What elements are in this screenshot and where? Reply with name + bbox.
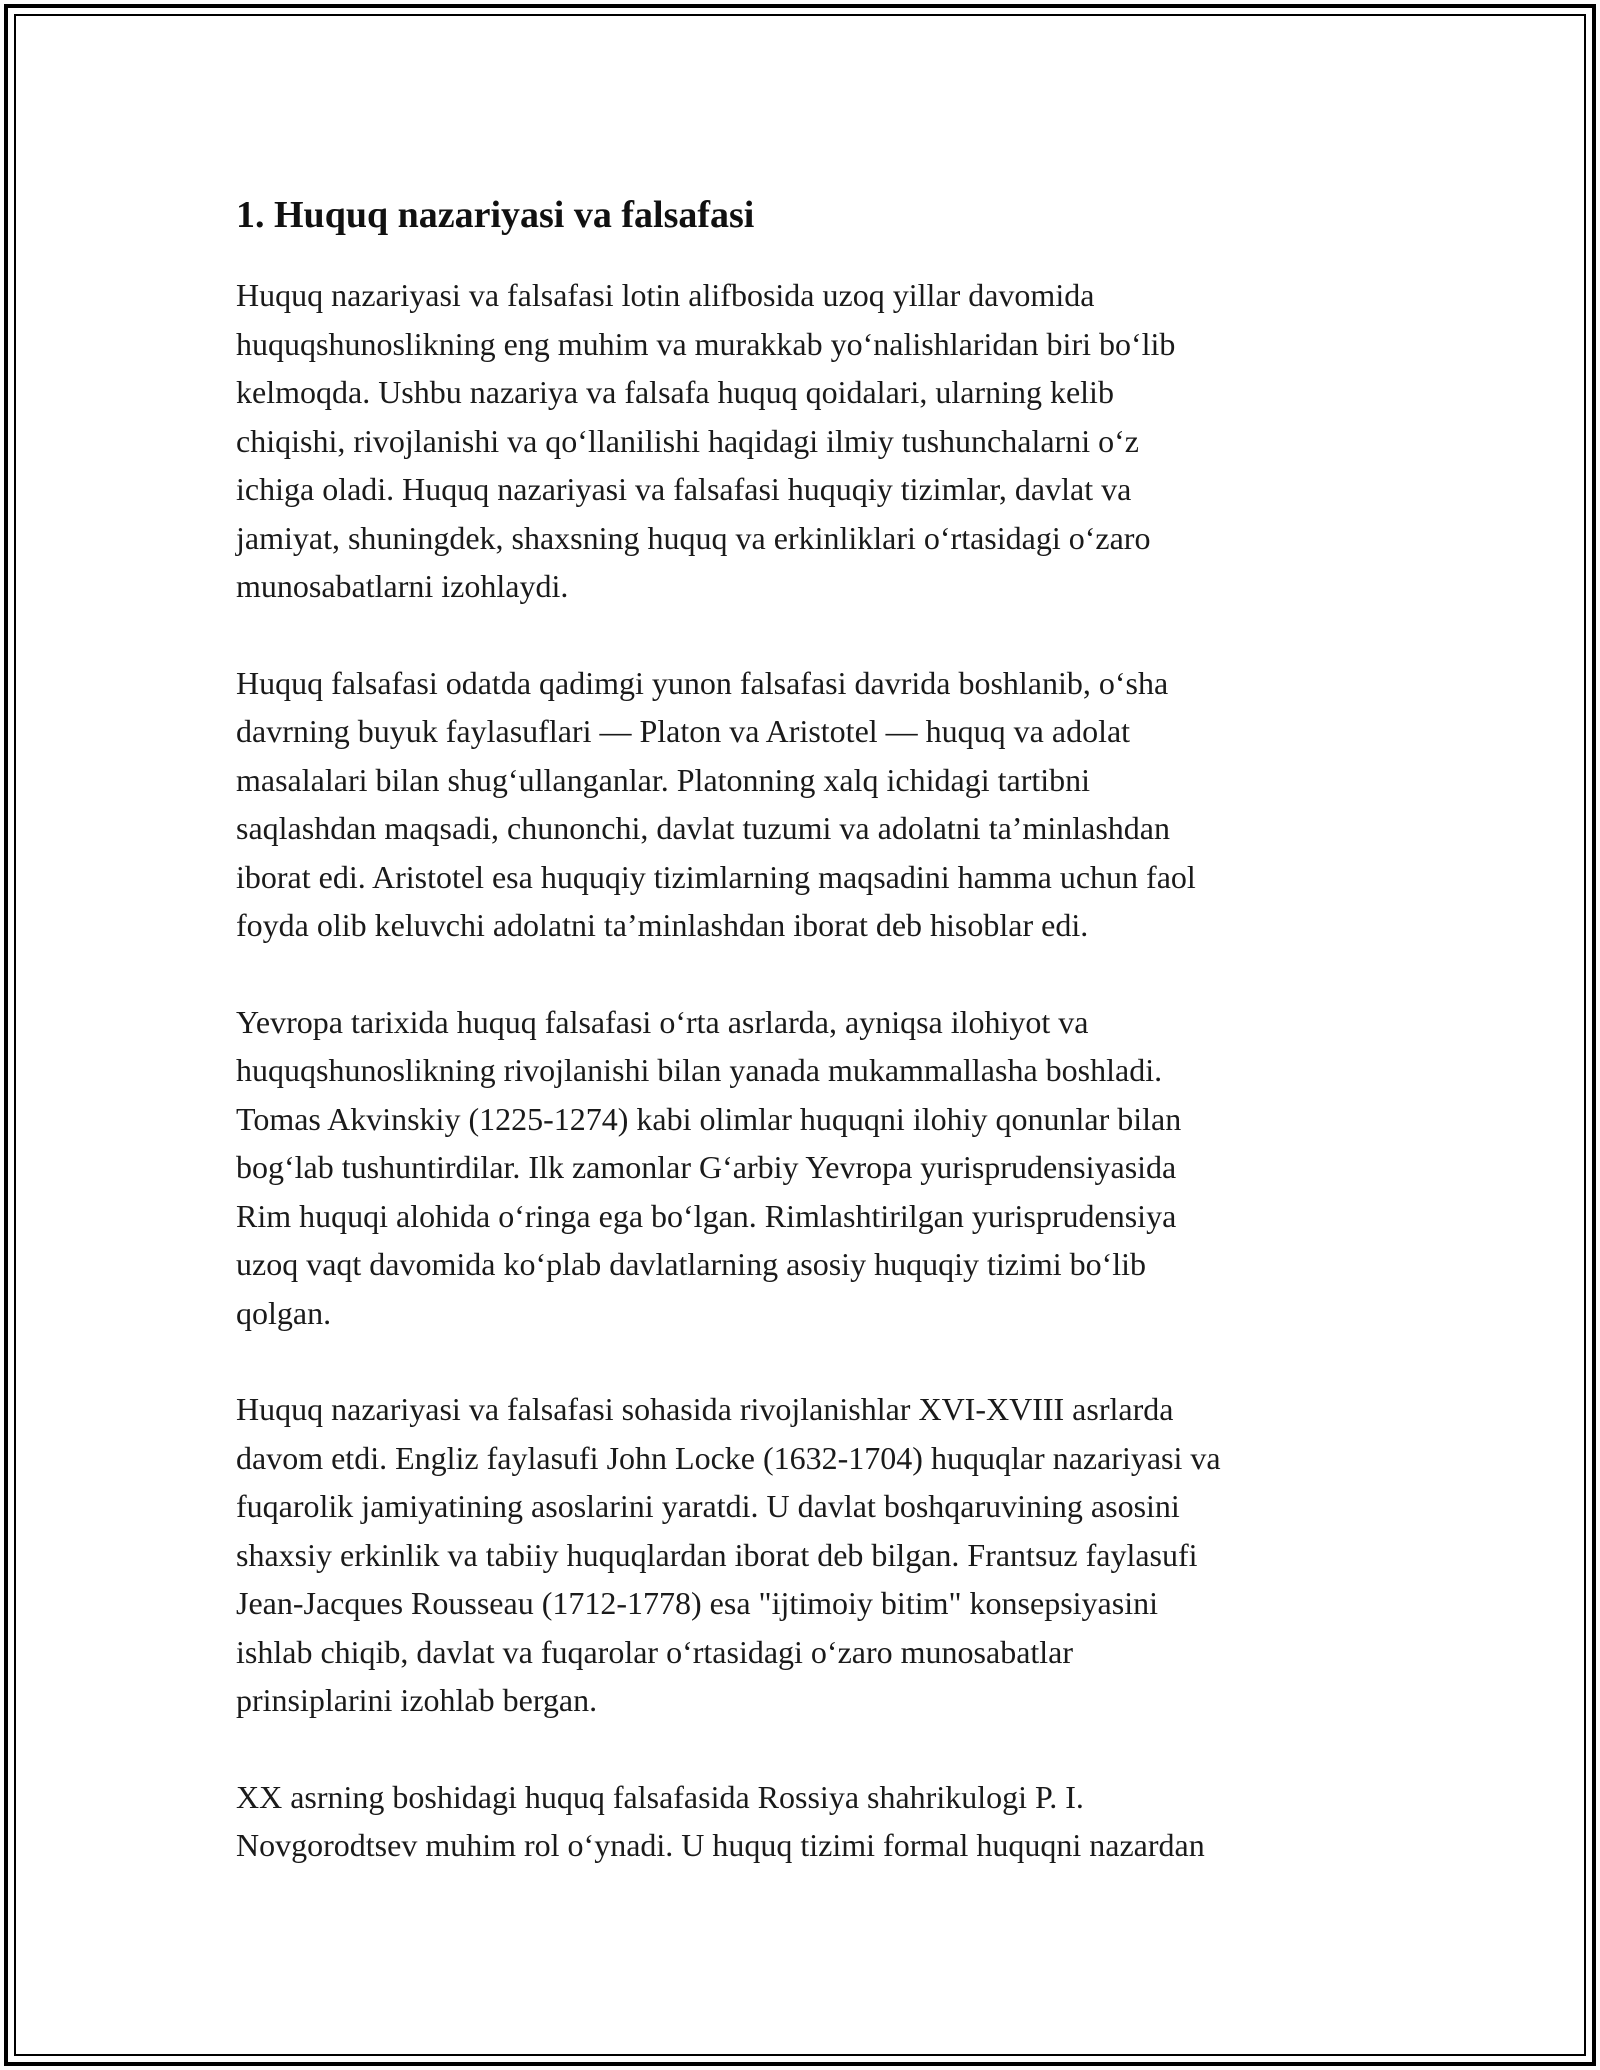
text-line: Rim huquqi alohida o‘ringa ega bo‘lgan. Rimlashtirilgan yurisprudensiya [236, 1197, 1177, 1234]
text-line: saqlashdan maqsadi, chunonchi, davlat tuzumi va adolatni ta’minlashdan [236, 810, 1170, 846]
text-line: Huquq nazariyasi va falsafasi sohasida rivojlanishlar XVI-XVIII asrlarda [236, 1391, 1174, 1427]
text-line: munosabatlarni izohlaydi. [236, 568, 569, 604]
text-line: prinsiplarini izohlab bergan. [236, 1682, 598, 1718]
text-line: Yevropa tarixida huquq falsafasi o‘rta asrlarda, ayniqsa ilohiyot va [236, 1003, 1089, 1040]
text-line: davrning buyuk faylasuflari — Platon va Aristotel — huquq va adolat [236, 713, 1131, 749]
paragraph-ancient-greece [236, 659, 1376, 950]
text-line: foyda olib keluvchi adolatni ta’minlashdan iborat deb hisoblar edi. [236, 907, 1089, 943]
text-line: Huquq falsafasi odatda qadimgi yunon falsafasi davrida boshlanib, o‘sha [236, 664, 1169, 701]
text-line: Huquq nazariyasi va falsafasi lotin alifbosida uzoq yillar davomida [236, 277, 1095, 313]
text-line: ichiga oladi. Huquq nazariyasi va falsafasi huquqiy tizimlar, davlat va [236, 471, 1132, 507]
text-line: ishlab chiqib, davlat va fuqarolar o‘rtasidagi o‘zaro munosabatlar [236, 1633, 1074, 1670]
text-line: chiqishi, rivojlanishi va qo‘llanilishi haqidagi ilmiy tushunchalarni o‘z [236, 422, 1139, 459]
text-line: Jean-Jacques Rousseau (1712-1778) esa "ijtimoiy bitim" konsepsiyasini [236, 1585, 1158, 1621]
section-heading: 1. Huquq nazariyasi va falsafasi [236, 194, 755, 236]
text-line: fuqarolik jamiyatining asoslarini yaratdi. U davlat boshqaruvining asosini [236, 1488, 1180, 1524]
paragraph-middle-ages [236, 998, 1376, 1338]
paragraph-twentieth-century [236, 1773, 1376, 1870]
text-line: qolgan. [236, 1294, 332, 1331]
paragraph-enlightenment [236, 1385, 1376, 1725]
paragraph-intro [236, 271, 1376, 611]
text-line: iborat edi. Aristotel esa huquqiy tizimlarning maqsadini hamma uchun faol [236, 858, 1196, 895]
text-line: huquqshunoslikning eng muhim va murakkab yo‘nalishlaridan biri bo‘lib [236, 325, 1176, 362]
text-line: uzoq vaqt davomida ko‘plab davlatlarning asosiy huquqiy tizimi bo‘lib [236, 1246, 1147, 1282]
text-line: kelmoqda. Ushbu nazariya va falsafa huquq qoidalari, ularning kelib [236, 374, 1114, 410]
text-line: masalalari bilan shug‘ullanganlar. Platonning xalq ichidagi tartibni [236, 761, 1091, 798]
text-line: bog‘lab tushuntirdilar. Ilk zamonlar G‘arbiy Yevropa yurisprudensiyasida [236, 1149, 1177, 1185]
text-line: huquqshunoslikning rivojlanishi bilan yanada mukammallasha boshladi. [236, 1052, 1163, 1088]
text-line: jamiyat, shuningdek, shaxsning huquq va erkinliklari o‘rtasidagi o‘zaro [236, 519, 1151, 556]
document-body [236, 185, 1376, 1918]
text-line: shaxsiy erkinlik va tabiiy huquqlardan iborat deb bilgan. Frantsuz faylasufi [236, 1536, 1198, 1573]
text-line: Tomas Akvinskiy (1225-1274) kabi olimlar huquqni ilohiy qonunlar bilan [236, 1100, 1182, 1137]
text-line: Novgorodtsev muhim rol o‘ynadi. U huquq tizimi formal huquqni nazardan [236, 1827, 1205, 1863]
text-line: davom etdi. Engliz faylasufi John Locke (1632-1704) huquqlar nazariyasi va [236, 1439, 1221, 1476]
text-line: XX asrning boshidagi huquq falsafasida Rossiya shahrikulogi P. I. [236, 1778, 1084, 1815]
